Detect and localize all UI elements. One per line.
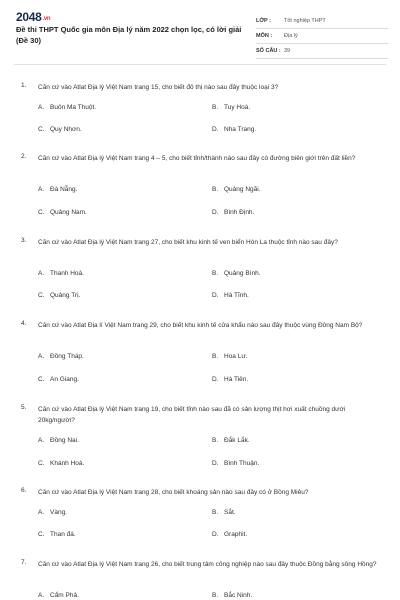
meta-value: Tốt nghiệp THPT	[284, 18, 326, 24]
option-b[interactable]: B. Quảng Bình.	[212, 270, 261, 277]
meta-key: SỐ CÂU :	[256, 48, 281, 54]
option-a[interactable]: A. Buôn Ma Thuột.	[38, 104, 97, 111]
option-b[interactable]: B. Tuy Hoà.	[212, 104, 251, 111]
option-a[interactable]: A. Đà Nẵng.	[38, 186, 78, 193]
question-text: Căn cứ vào Atlat Địa lý Việt Nam trang 4 – 5, cho biết tỉnh/thành nào sau đây có đường biên giới trên đất liền?	[38, 155, 356, 162]
question-number: 6.	[21, 487, 27, 494]
header-divider	[14, 64, 386, 65]
logo-suffix: .vn	[42, 16, 51, 22]
meta-key: LỚP :	[256, 18, 271, 24]
question-number: 7.	[21, 559, 27, 566]
option-a[interactable]: A. Đồng Tháp.	[38, 353, 84, 360]
option-d[interactable]: D. Graphit.	[212, 531, 248, 538]
question-text: Căn cứ vào Atlat Địa lý Việt Nam trang 27, cho biết khu kinh tế ven biển Hòn La thuộc tỉnh nào sau đây?	[38, 239, 338, 246]
option-b[interactable]: B. Đắk Lắk.	[212, 437, 250, 444]
meta-value: 39	[284, 48, 291, 54]
option-c[interactable]: C. Khánh Hoà.	[38, 460, 85, 467]
site-logo[interactable]	[16, 10, 50, 24]
question-number: 3.	[21, 237, 27, 244]
question-text: Căn cứ vào Atlat Địa lý Việt Nam trang 19, cho biết tỉnh nào sau đã có sản lượng thịt hơi xuất chuồng dưới 20kg/người?	[38, 406, 346, 424]
meta-row-class	[256, 14, 388, 29]
option-b[interactable]: B. Hoa Lư.	[212, 353, 248, 360]
option-d[interactable]: D. Bình Thuận.	[212, 460, 260, 467]
question-number: 5.	[21, 404, 27, 411]
option-a[interactable]: A. Vàng.	[38, 509, 67, 516]
meta-key: MÔN :	[256, 33, 273, 39]
option-a[interactable]: A. Đồng Nai.	[38, 437, 79, 444]
option-c[interactable]: C. Than đá.	[38, 531, 76, 538]
option-c[interactable]: C. Quảng Trị.	[38, 292, 81, 299]
meta-row-subject	[256, 29, 388, 44]
page-header	[0, 0, 400, 60]
question-text: Căn cứ vào Atlat Địa lí Việt Nam trang 29, cho biết khu kinh tế cửa khẩu nào sau đây thuộc vùng Đông Nam Bộ?	[38, 322, 363, 329]
option-d[interactable]: D. Bình Định.	[212, 209, 255, 216]
option-c[interactable]: C. Quảng Nam.	[38, 209, 87, 216]
option-b[interactable]: B. Quảng Ngãi.	[212, 186, 261, 193]
option-c[interactable]: C. Quy Nhơn.	[38, 126, 82, 133]
option-b[interactable]: B. Sắt.	[212, 509, 236, 516]
question-number: 1.	[21, 82, 27, 89]
question-number: 4.	[21, 320, 27, 327]
option-d[interactable]: D. Nha Trang.	[212, 126, 257, 133]
logo-main: 2048	[16, 10, 42, 24]
exam-meta	[256, 14, 388, 59]
option-d[interactable]: D. Hà Tĩnh.	[212, 292, 249, 299]
option-a[interactable]: A. Cẩm Phả.	[38, 592, 79, 599]
meta-value: Địa lý	[284, 33, 298, 39]
exam-title: Đề thi THPT Quốc gia môn Địa lý năm 2022 chọn lọc, có lời giải (Đề 30)	[16, 25, 242, 45]
option-c[interactable]: C. An Giang.	[38, 376, 79, 383]
option-a[interactable]: A. Thanh Hoá.	[38, 270, 84, 277]
option-d[interactable]: D. Hà Tiên.	[212, 376, 249, 383]
question-text: Căn cứ vào Atlat Địa lý Việt Nam trang 15, cho biết đô thị nào sau đây thuộc loại 3?	[38, 84, 279, 91]
question-number: 2.	[21, 153, 27, 160]
meta-row-count	[256, 44, 388, 59]
question-text: Căn cứ vào Atlat Địa lý Việt Nam trang 28, cho biết khoáng sản nào sau đây có ở Bồng Miêu?	[38, 489, 309, 496]
option-b[interactable]: B. Bắc Ninh.	[212, 592, 253, 599]
question-text: Căn cứ vào Atlat Địa lý Việt Nam trang 26, cho biết trung tâm công nghiệp nào sau đây thuộc Đồng bằng sông Hồng?	[38, 561, 377, 568]
